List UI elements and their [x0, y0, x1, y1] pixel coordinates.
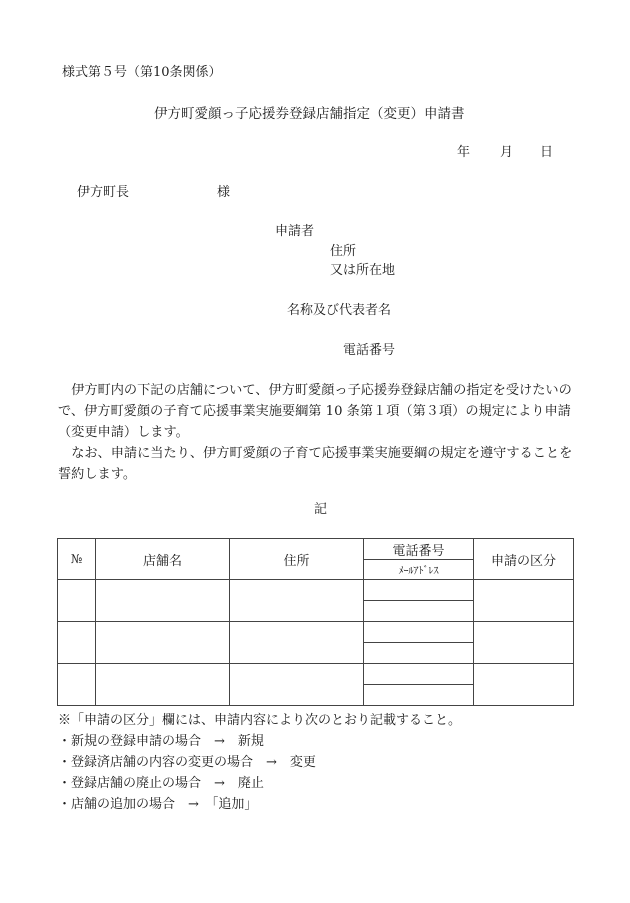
body-paragraph-1: 伊方町内の下記の店舗について、伊方町愛顔っ子応援券登録店舗の指定を受けたいので、伊方町愛顔の子育て応援事業実施要綱第 10 条第１項（第３項）の規定により申請（変更申請）します。 — [58, 383, 572, 440]
body-text — [58, 380, 578, 485]
date-year: 年 — [457, 145, 471, 160]
store-table — [57, 538, 574, 706]
row-2-email[interactable] — [364, 643, 474, 664]
header-no: № — [58, 539, 96, 580]
applicant-address-label: 住所 — [330, 244, 357, 259]
row-2-category[interactable] — [474, 622, 574, 664]
row-3-email[interactable] — [364, 685, 474, 706]
form-number: 様式第５号（第10条関係） — [62, 65, 222, 80]
notes — [58, 710, 461, 815]
applicant-location-label: 又は所在地 — [330, 263, 396, 278]
ki-heading: 記 — [314, 502, 328, 517]
row-2-no[interactable] — [58, 622, 96, 664]
notes-item-abolish: ・登録店舗の廃止の場合 → 廃止 — [58, 776, 264, 791]
date-day: 日 — [540, 145, 554, 160]
header-address: 住所 — [230, 539, 364, 580]
notes-intro: ※「申請の区分」欄には、申請内容により次のとおり記載すること。 — [58, 713, 462, 728]
row-3-store-name[interactable] — [96, 664, 230, 706]
body-paragraph-2: なお、申請に当たり、伊方町愛顔の子育て応援事業実施要綱の規定を遵守することを誓約します。 — [58, 446, 573, 482]
row-2-phone[interactable] — [364, 622, 474, 643]
header-email: ﾒｰﾙｱﾄﾞﾚｽ — [364, 560, 474, 580]
notes-item-add: ・店舗の追加の場合 → 「追加」 — [58, 797, 258, 812]
applicant-label: 申請者 — [275, 224, 315, 239]
header-phone: 電話番号 — [364, 539, 474, 560]
row-3-address[interactable] — [230, 664, 364, 706]
row-1-phone[interactable] — [364, 580, 474, 601]
row-3-phone[interactable] — [364, 664, 474, 685]
document-title: 伊方町愛顔っ子応援券登録店舗指定（変更）申請書 — [154, 106, 465, 122]
row-2-store-name[interactable] — [96, 622, 230, 664]
row-3-category[interactable] — [474, 664, 574, 706]
row-2-address[interactable] — [230, 622, 364, 664]
addressee-honorific: 様 — [217, 185, 231, 200]
row-1-address[interactable] — [230, 580, 364, 622]
header-category: 申請の区分 — [474, 539, 574, 580]
applicant-name-label: 名称及び代表者名 — [287, 303, 392, 318]
row-3-no[interactable] — [58, 664, 96, 706]
row-1-category[interactable] — [474, 580, 574, 622]
header-store-name: 店舗名 — [96, 539, 230, 580]
notes-item-new: ・新規の登録申請の場合 → 新規 — [58, 734, 264, 749]
applicant-phone-label: 電話番号 — [343, 343, 396, 358]
addressee-name: 伊方町長 — [77, 185, 130, 200]
row-1-store-name[interactable] — [96, 580, 230, 622]
row-1-email[interactable] — [364, 601, 474, 622]
date-month: 月 — [500, 145, 514, 160]
notes-item-change: ・登録済店舗の内容の変更の場合 → 変更 — [58, 755, 316, 770]
row-1-no[interactable] — [58, 580, 96, 622]
